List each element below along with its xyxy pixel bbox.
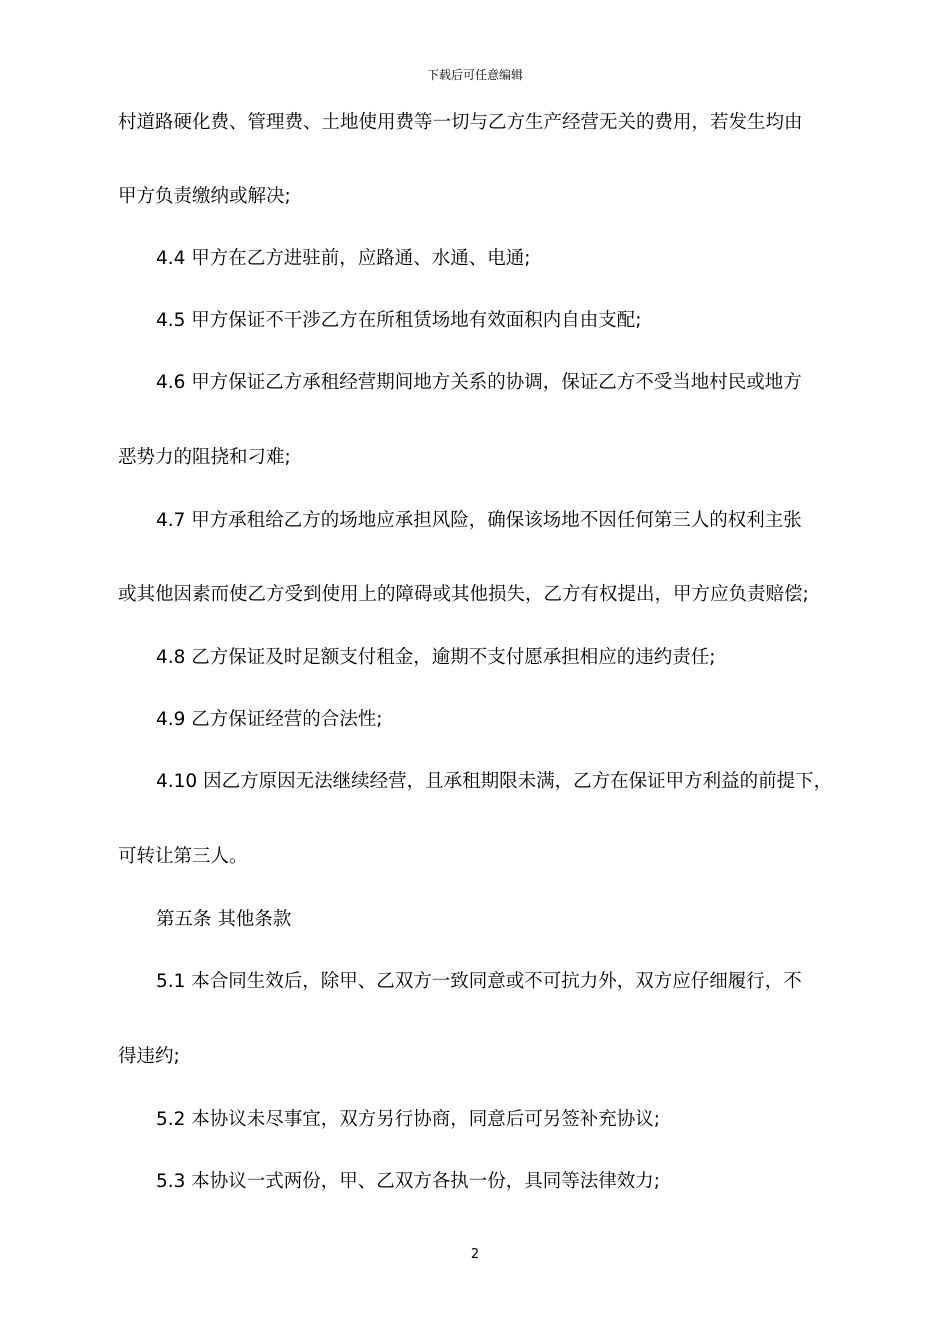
- text-line-continuation: 恶势力的阻挠和刁难;: [118, 447, 291, 468]
- clause-4-7: 4.7 甲方承租给乙方的场地应承担风险，确保该场地不因任何第三人的权利主张: [156, 510, 802, 531]
- page-header: 下载后可任意编辑: [426, 68, 523, 82]
- text-line-continuation: 可转让第三人。: [118, 846, 248, 867]
- clause-5-2: 5.2 本协议未尽事宜，双方另行协商，同意后可另签补充协议;: [156, 1109, 661, 1130]
- text-line-continuation: 甲方负责缴纳或解决;: [118, 186, 291, 207]
- text-line-continuation: 村道路硬化费、管理费、土地使用费等一切与乙方生产经营无关的费用，若发生均由: [118, 112, 803, 133]
- clause-5-3: 5.3 本协议一式两份，甲、乙双方各执一份，具同等法律效力;: [156, 1171, 661, 1192]
- text-line-continuation: 或其他因素而使乙方受到使用上的障碍或其他损失，乙方有权提出，甲方应负责赔偿;: [118, 584, 809, 605]
- clause-4-5: 4.5 甲方保证不干涉乙方在所租赁场地有效面积内自由支配;: [156, 310, 642, 331]
- clause-4-10: 4.10 因乙方原因无法继续经营，且承租期限未满，乙方在保证甲方利益的前提下，: [156, 771, 833, 792]
- clause-4-8: 4.8 乙方保证及时足额支付租金，逾期不支付愿承担相应的违约责任;: [156, 647, 716, 668]
- text-line-continuation: 得违约;: [118, 1046, 180, 1067]
- page-number: 2: [470, 1247, 480, 1262]
- clause-4-9: 4.9 乙方保证经营的合法性;: [156, 709, 383, 730]
- clause-5-1: 5.1 本合同生效后，除甲、乙双方一致同意或不可抗力外，双方应仔细履行，不: [156, 971, 802, 992]
- clause-4-6: 4.6 甲方保证乙方承租经营期间地方关系的协调，保证乙方不受当地村民或地方: [156, 372, 802, 393]
- section-heading-article-5: 第五条 其他条款: [156, 909, 292, 930]
- clause-4-4: 4.4 甲方在乙方进驻前，应路通、水通、电通;: [156, 248, 531, 269]
